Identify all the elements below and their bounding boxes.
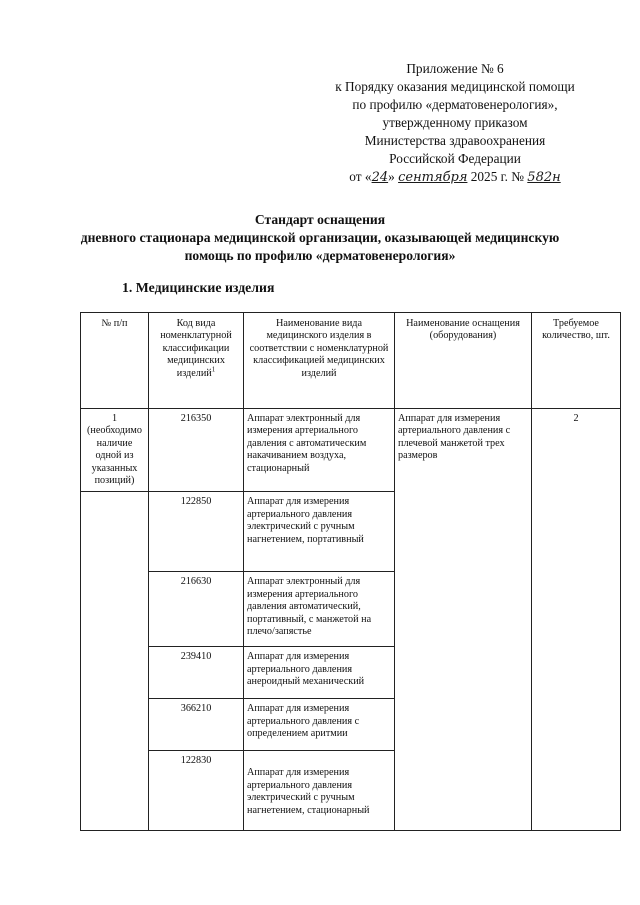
header-code bbox=[149, 313, 244, 409]
table-header-row bbox=[81, 313, 621, 409]
header-num: № п/п bbox=[81, 313, 149, 409]
name-cell: Аппарат для измерения артериального давления электрический с ручным нагнетением, портативный bbox=[244, 492, 395, 572]
title-line-2: дневного стационара медицинской организации, оказывающей медицинскую bbox=[80, 230, 560, 245]
appendix-line: Российской Федерации bbox=[389, 151, 521, 166]
section-heading: 1. Медицинские изделия bbox=[122, 280, 275, 295]
code-cell: 216350 bbox=[149, 409, 244, 492]
code-cell: 366210 bbox=[149, 699, 244, 751]
appendix-line: к Порядку оказания медицинской помощи bbox=[335, 79, 575, 94]
code-cell: 239410 bbox=[149, 647, 244, 699]
group-number-cell bbox=[81, 409, 149, 492]
table-row bbox=[81, 409, 621, 492]
appendix-line: по профилю «дерматовенерология», bbox=[352, 97, 558, 112]
name-cell: Аппарат для измерения артериального давления с определением аритмии bbox=[244, 699, 395, 751]
appendix-header bbox=[320, 60, 590, 187]
order-year: 2025 г. № bbox=[467, 169, 528, 184]
code-cell: 122850 bbox=[149, 492, 244, 572]
order-month-handwritten: сентября bbox=[398, 170, 468, 185]
name-cell: Аппарат для измерения артериального давления анероидный механический bbox=[244, 647, 395, 699]
header-code-text: Код вида номенклатурной классификации медицинских изделий bbox=[160, 318, 232, 379]
order-prefix: от « bbox=[349, 169, 372, 184]
group-number: 1 bbox=[111, 413, 118, 424]
order-day-handwritten: 24 bbox=[371, 170, 389, 185]
appendix-line: Министерства здравоохранения bbox=[364, 133, 546, 148]
name-cell: Аппарат электронный для измерения артериального давления с автоматическим накачиванием воздуха, стационарный bbox=[244, 409, 395, 492]
equipment-table bbox=[80, 312, 621, 831]
equipment-cell: Аппарат для измерения артериального давления с плечевой манжетой трех размеров bbox=[395, 409, 532, 831]
order-number-handwritten: 582н bbox=[527, 170, 561, 185]
header-quantity: Требуемое количество, шт. bbox=[532, 313, 621, 409]
group-note: (необходимо наличие одной из указанных позиций) bbox=[87, 425, 142, 487]
order-mid: » bbox=[388, 169, 399, 184]
footnote-marker: 1 bbox=[211, 365, 216, 374]
header-equipment: Наименование оснащения (оборудования) bbox=[395, 313, 532, 409]
name-cell: Аппарат электронный для измерения артериального давления автоматический, портативный, с манжетой на плечо/запястье bbox=[244, 572, 395, 647]
code-cell: 122830 bbox=[149, 751, 244, 831]
quantity-cell: 2 bbox=[532, 409, 621, 831]
appendix-line: Приложение № 6 bbox=[406, 61, 504, 76]
group-number-continuation bbox=[81, 492, 149, 831]
title-line-1: Стандарт оснащения bbox=[254, 212, 386, 227]
header-name: Наименование вида медицинского изделия в соответствии с номенклатурной классификацией медицинских изделий bbox=[244, 313, 395, 409]
name-cell: Аппарат для измерения артериального давления электрический с ручным нагнетением, стационарный bbox=[244, 751, 395, 831]
document-title bbox=[40, 211, 600, 265]
appendix-line: утвержденному приказом bbox=[382, 115, 528, 130]
title-line-3: помощь по профилю «дерматовенерология» bbox=[184, 248, 456, 263]
code-cell: 216630 bbox=[149, 572, 244, 647]
order-date-line bbox=[320, 168, 590, 187]
